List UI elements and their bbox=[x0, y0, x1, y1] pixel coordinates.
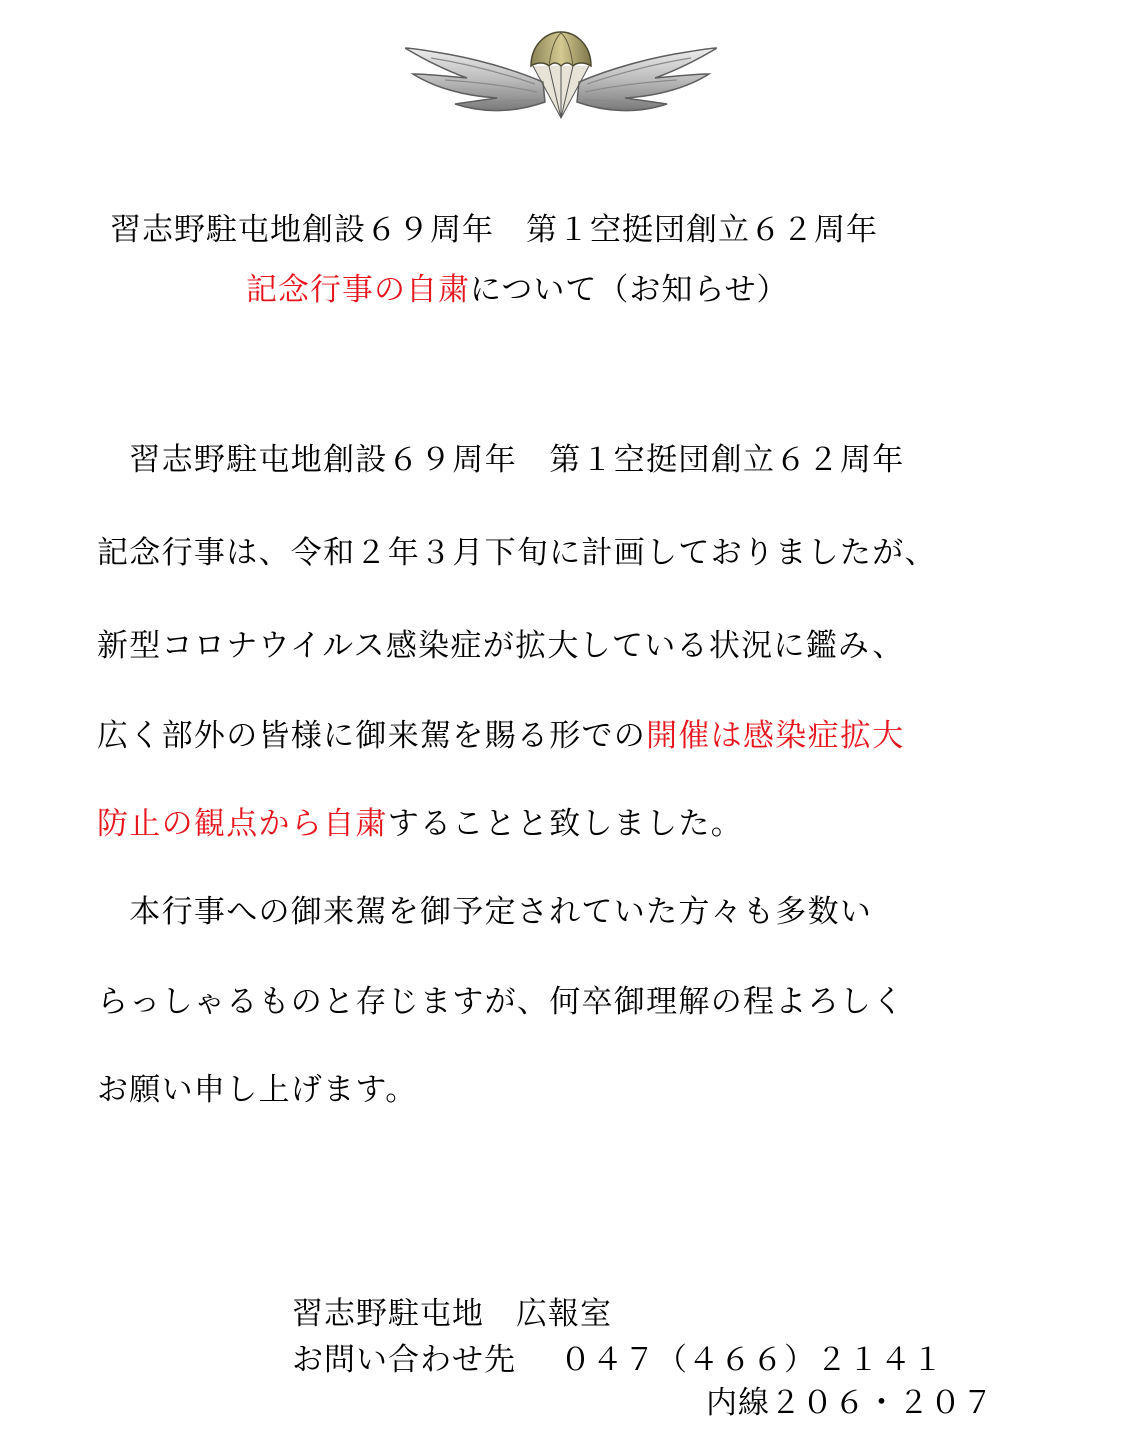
contact-label: お問い合わせ先 bbox=[292, 1342, 516, 1378]
body-line: 記念行事は、令和２年３月下旬に計画しておりましたが、 bbox=[97, 535, 937, 571]
body-line bbox=[97, 804, 743, 844]
right-wing-icon bbox=[577, 48, 717, 111]
footer-extension: 内線２０６・２０７ bbox=[706, 1385, 994, 1421]
body-highlight: 防止の観点から自粛 bbox=[97, 806, 388, 842]
parachute-canopy-icon bbox=[531, 32, 591, 66]
body-line: お願い申し上げます。 bbox=[97, 1072, 418, 1108]
footer-org: 習志野駐屯地 広報室 bbox=[292, 1296, 612, 1332]
body-line: 新型コロナウイルス感染症が拡大している状況に鑑み、 bbox=[97, 628, 905, 664]
parachutist-wings-emblem bbox=[405, 30, 717, 130]
left-wing-icon bbox=[405, 48, 545, 111]
notice-title-line1: 習志野駐屯地創設６９周年 第１空挺団創立６２周年 bbox=[110, 212, 878, 248]
body-line: らっしゃるものと存じますが、何卒御理解の程よろしく bbox=[97, 984, 905, 1020]
body-line: 本行事への御来駕を御予定されていた方々も多数い bbox=[97, 894, 873, 930]
body-line bbox=[97, 716, 905, 756]
footer-contact bbox=[292, 1340, 944, 1380]
body-text: 広く部外の皆様に御来駕を賜る形での bbox=[97, 718, 647, 754]
body-text: することと致しました。 bbox=[387, 806, 744, 842]
body-highlight: 開催は感染症拡大 bbox=[646, 718, 905, 754]
contact-phone: ０４７（４６６）２１４１ bbox=[560, 1342, 944, 1378]
body-line: 習志野駐屯地創設６９周年 第１空挺団創立６２周年 bbox=[97, 442, 905, 478]
title-highlight: 記念行事の自粛 bbox=[246, 272, 470, 308]
notice-title-line2 bbox=[246, 270, 788, 310]
title-rest: について（お知らせ） bbox=[470, 272, 789, 308]
